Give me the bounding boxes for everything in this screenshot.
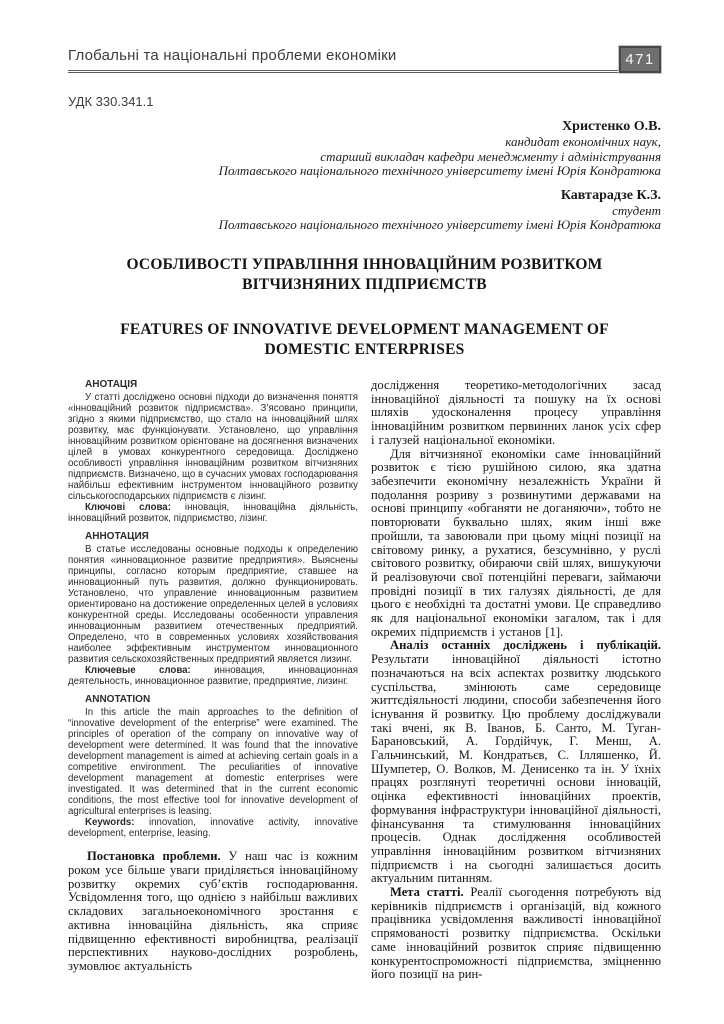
problem-statement-text: У наш час із кожним роком усе більше уваги приділяється інноваційному розвитку окремих суб’єктів господарювання. Усвідомлення того, що однією з найбільш важливих складових загальноекономічного зростання є активна інноваційна діяльність, яка сприяє підвищенню ефективності виробництва, реалізації перспективних науково-дослідних розроблень, зумовлює актуальність [68, 849, 358, 973]
abstract-en-body: In this article the main approaches to the definition of “innovative development of the enterprise” were examined. The principles of operation of the company on innovative way of development were determined. It was found that the innovative development management is aimed at achieving certain goals in a competitive environment. The peculiarities of innovative development management at domestic enterprises were investigated. It was determined that in the current economic conditions, the most effective tool for innovative development of agricultural enterprises is leasing. [68, 706, 358, 818]
journal-title: Глобальні та національні проблеми економіки [68, 47, 397, 64]
abstract-en-keywords [68, 817, 358, 839]
author2-affiliation: Полтавського національного технічного університету імені Юрія Кондратюка [218, 217, 661, 232]
two-column-body [68, 379, 661, 982]
abstract-en-heading: ANNOTATION [85, 694, 151, 706]
author-block [68, 119, 661, 233]
author-degree: кандидат економічних наук, [505, 134, 661, 149]
article-title-english: FEATURES OF INNOVATIVE DEVELOPMENT MANAGEMENT OF DOMESTIC ENTERPRISES [120, 320, 609, 358]
article-goal-text: Реалії сьогодення потребують від керівників підприємств і організацій, від кожного працівника усвідомлення важливості інноваційної спрямованості розвитку підприємства. Оскільки саме інноваційний розвиток сприяє підвищенню конкурентоспроможності підприємства, зміцненню його позиції на рин- [371, 885, 661, 982]
author-name-kavtaradze: Кавтарадзе К.З. [560, 187, 661, 203]
author-affiliation: Полтавського національного технічного університету імені Юрія Кондратюка [218, 163, 661, 178]
page-number: 471 [625, 51, 655, 68]
keywords-uk-label: Ключові слова: [85, 502, 171, 514]
abstract-ru-keywords [68, 665, 358, 687]
keywords-ru-text: инновация, инновационная деятельность, инновационное развитие, предприятие, лизинг. [68, 665, 358, 688]
keywords-ru-label: Ключевые слова: [85, 665, 191, 677]
article-goal-lead: Мета статті. [390, 885, 464, 900]
running-head [68, 46, 661, 73]
abstract-ru-body: В статье исследованы основные подходы к определению понятия «инновационное развитие предприятия». Выяснены принципы, согласно которым предприятие, ставшее на инновационный путь развития, должно функционировать. Установлено, что управление инновационным развитием ориентировано на достижение определенных целей в условиях конкурентной среды. Исследованы особенности управления инновационным развитием отечественных предприятий. Определено, что в современных условиях хозяйствования наиболее эффективным инструментом инновационного развития сельскохозяйственных предприятий является лизинг. [68, 543, 358, 666]
left-column [68, 379, 358, 982]
paragraph-article-goal [371, 886, 661, 982]
abstract-ru-heading: АННОТАЦИЯ [85, 531, 149, 543]
keywords-en-text: innovation, innovative activity, innovative development, enterprise, leasing. [68, 817, 358, 840]
author-name-khrystenko: Христенко О.В. [562, 119, 661, 134]
paragraph-recent-research [371, 639, 661, 886]
right-column [371, 379, 661, 982]
abstract-uk-keywords [68, 502, 358, 524]
abstract-uk-body: У статті досліджено основні підходи до визначення поняття «інноваційний розвиток підприємства». З’ясовано принципи, згідно з якими підприємство, що стало на інноваційний шлях розвитку, має функціонувати. Установлено, що управління інноваційним розвитком орієнтоване на досягнення визначених цілей в умовах конкурентного середовища. Досліджено особливості управління інноваційним розвитком вітчизняних підприємств. Визначено, що в сучасних умовах господарювання найбільш ефективним інструментом інноваційного розвитку сільськогосподарських підприємств є лізинг. [68, 391, 358, 502]
keywords-uk-text: інновація, інноваційна діяльність, інноваційний розвиток, підприємство, лізинг. [68, 502, 359, 525]
page-number-badge [619, 46, 661, 73]
problem-statement-lead: Постановка проблеми. [87, 849, 221, 864]
paragraph-domestic-economy: Для вітчизняної економіки саме інноваційний розвиток є тією рушійною силою, яка здатна забезпечити економічну незалежність України й подолання розриву з розвинутими державами на основі принципу «обганяти не доганяючи», тобто не повторювати буквально шлях, яким інші вже пройшли, та завоювали при цьому міцні позиції на світовому ринку, а рухатися, безсумнівно, у руслі світового розвитку, обираючи свій шлях, вишукуючи й реалізовуючи свої потенційні переваги, займаючи провідні позиції в тих галузях діяльності, де для цього є необхідні та достатні умови. Це справедливо як для національної економіки загалом, так і для окремих підприємств і установ [1]. [371, 446, 661, 639]
udc-code: УДК 330.341.1 [68, 94, 154, 109]
abstract-russian [68, 531, 358, 687]
paragraph-problem-statement [68, 850, 358, 973]
abstract-uk-heading: АНОТАЦІЯ [85, 379, 138, 391]
article-title-ukrainian: ОСОБЛИВОСТІ УПРАВЛІННЯ ІННОВАЦІЙНИМ РОЗВИТКОМ ВІТЧИЗНЯНИХ ПІДПРИЄМСТВ [126, 255, 603, 293]
abstract-ukrainian [68, 379, 358, 524]
author-position: старший викладач кафедри менеджменту і адміністрування [320, 148, 661, 164]
author2-position: студент [612, 202, 661, 218]
recent-research-lead: Аналіз останніх досліджень і публікацій. [390, 638, 661, 653]
recent-research-text: Результати інноваційної діяльності істотно позначаються на всіх аспектах розвитку людського суспільства, змінюють саме середовище життєдіяльності людини, способи забезпечення його існування й розвитку. Цю проблему досліджували такі вчені, як В. Іванов, Б. Санто, М. Туган-Барановський, А. Гордійчук, Г. Менш, А. Гальчинський, М. Кондратьєв, С. Ілляшенко, Й. Шумпетер, О. Волков, М. Денисенко та ін. У їхніх працях розглянуті теоретичні основи інновацій, оцінка ефективності інноваційних проектів, формування інфраструктури інноваційної діяльності, фінансування та стимулювання інноваційних процесів. Однак дослідження особливостей управління інноваційним розвитком вітчизняних підприємств і на сьогодні залишається досить актуальним питанням. [371, 652, 661, 886]
abstract-english [68, 694, 358, 839]
paragraph-continuation: дослідження теоретико-методологічних засад інноваційної діяльності та пошуку на їх основі шляхів удосконалення процесу управління інноваційним розвитком первинних ланок усіх сфер і галузей національної економіки. [371, 378, 661, 447]
keywords-en-label: Keywords: [85, 817, 135, 829]
